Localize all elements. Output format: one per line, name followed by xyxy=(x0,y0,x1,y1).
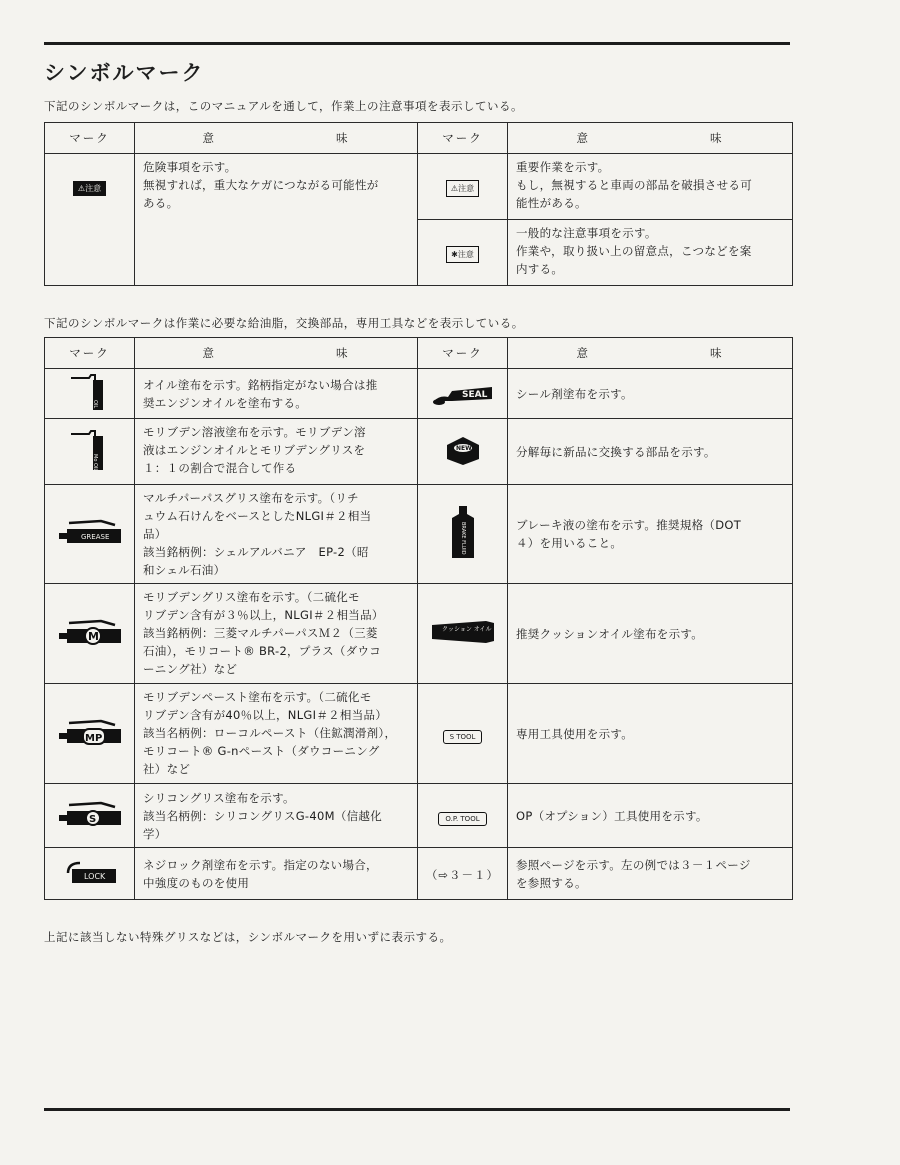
oil-description: オイル塗布を示す。銘柄指定がない場合は推 奨エンジンオイルを塗布する。 xyxy=(135,369,418,419)
moly-grease-description: モリブデングリス塗布を示す。（二硫化モ リブデン含有が３％以上，NLGI＃２相当品） 該当銘柄例：三菱マルチパーパスＭ２（三菱 石油），モリコート® BR-2，プラス（ダウコ ーニング社）など xyxy=(135,584,418,684)
oil-mark-cell xyxy=(45,369,135,419)
svg-text:SEAL: SEAL xyxy=(461,389,487,400)
danger-description: 危険事項を示す。 無視すれば，重大なケガにつながる可能性が ある。 xyxy=(135,154,418,286)
table-row xyxy=(45,784,793,848)
moly-paste-mark-cell xyxy=(45,684,135,784)
svg-text:BRAKE FLUID: BRAKE FLUID xyxy=(459,522,466,555)
table-row xyxy=(45,848,793,900)
page-title: シンボルマーク xyxy=(44,61,205,85)
lock-description: ネジロック剤塗布を示す。指定のない場合， 中強度のものを使用 xyxy=(135,848,418,900)
brake-fluid-mark-cell xyxy=(418,485,508,584)
new-part-mark-cell xyxy=(418,419,508,485)
moly-paste-description: モリブデンペースト塗布を示す。（二硫化モ リブデン含有が40％以上，NLGI＃２相当品） 該当名柄例：ローコルペースト（住鉱潤滑剤）， モリコート® G-nペースト（ダウコーニング 社）など xyxy=(135,684,418,784)
warning-triangle-icon: ⚠ xyxy=(77,184,86,193)
seal-mark-cell xyxy=(418,369,508,419)
grease-gun-icon xyxy=(55,615,125,649)
reference-description: 参照ページを示す。左の例では３－１ページ を参照する。 xyxy=(508,848,793,900)
table-row xyxy=(45,369,793,419)
intro-text-supplies: 下記のシンボルマークは作業に必要な給油脂，交換部品，専用工具などを表示している。 xyxy=(44,316,524,330)
silicone-grease-description: シリコングリス塗布を示す。 該当名柄例：シリコングリスG-40M（信越化 学） xyxy=(135,784,418,848)
grease-description: マルチパーパスグリス塗布を示す。（リチ ュウム石けんをベースとしたNLGI＃２相当 品） 該当銘柄例：シェルアルバニア EP-2（昭 和シェル石油） xyxy=(135,485,418,584)
mark-header: マーク xyxy=(418,123,508,154)
table-row xyxy=(45,684,793,784)
silicone-grease-mark-cell xyxy=(45,784,135,848)
svg-text:GREASE: GREASE xyxy=(80,533,109,541)
intro-text-caution: 下記のシンボルマークは，このマニュアルを通して，作業上の注意事項を表示している。 xyxy=(44,99,524,113)
svg-text:S: S xyxy=(88,813,96,825)
table-row xyxy=(45,154,793,220)
meaning-header: 意 味 xyxy=(508,338,793,369)
table-row xyxy=(45,419,793,485)
meaning-header: 意 味 xyxy=(135,338,418,369)
moly-grease-mark-cell xyxy=(45,584,135,684)
oil-can-icon xyxy=(67,372,113,412)
mark-header: マーク xyxy=(418,338,508,369)
danger-caution-symbol: ⚠注意 xyxy=(73,181,106,196)
seal-tube-icon xyxy=(430,377,496,407)
option-tool-icon: O.P. TOOL xyxy=(438,812,486,826)
option-tool-description: OP（オプション）工具使用を示す。 xyxy=(508,784,793,848)
cushion-oil-mark-cell xyxy=(418,584,508,684)
oil-can-icon xyxy=(67,428,113,472)
special-tool-description: 専用工具使用を示す。 xyxy=(508,684,793,784)
table-header-row xyxy=(45,338,793,369)
cushion-oil-tube-icon xyxy=(428,617,498,647)
special-tool-mark-cell xyxy=(418,684,508,784)
general-description: 一般的な注意事項を示す。 作業や，取り扱い上の留意点，こつなどを案 内する。 xyxy=(508,220,793,286)
bottom-rule xyxy=(44,1108,790,1111)
seal-description: シール剤塗布を示す。 xyxy=(508,369,793,419)
table-header-row xyxy=(45,123,793,154)
grease-gun-icon xyxy=(55,797,125,831)
important-caution-symbol: ⚠注意 xyxy=(446,180,479,197)
top-rule xyxy=(44,42,790,45)
mark-header: マーク xyxy=(45,338,135,369)
svg-text:LOCK: LOCK xyxy=(83,871,105,881)
general-caution-symbol: ✱注意 xyxy=(446,246,479,263)
lock-mark-cell xyxy=(45,848,135,900)
new-part-description: 分解毎に新品に交換する部品を示す。 xyxy=(508,419,793,485)
important-mark-cell xyxy=(418,154,508,220)
svg-text:NEW: NEW xyxy=(455,444,472,452)
mark-header: マーク xyxy=(45,123,135,154)
reference-mark-cell xyxy=(418,848,508,900)
mo-oil-mark-cell xyxy=(45,419,135,485)
table-row xyxy=(45,485,793,584)
new-part-box-icon xyxy=(443,433,483,467)
reference-arrow-icon: （⇨３－１） xyxy=(425,868,500,882)
footer-note: 上記に該当しない特殊グリスなどは，シンボルマークを用いずに表示する。 xyxy=(44,930,452,944)
important-description: 重要作業を示す。 もし，無視すると車両の部品を破損させる可 能性がある。 xyxy=(508,154,793,220)
svg-text:OIL: OIL xyxy=(91,399,98,408)
table-row xyxy=(45,584,793,684)
option-tool-mark-cell xyxy=(418,784,508,848)
cushion-oil-description: 推奨クッションオイル塗布を示す。 xyxy=(508,584,793,684)
caution-symbol-table xyxy=(44,122,793,286)
svg-text:M: M xyxy=(87,629,99,643)
special-tool-icon: S TOOL xyxy=(443,730,483,744)
mo-oil-description: モリブデン溶液塗布を示す。モリブデン溶 液はエンジンオイルとモリブデングリスを １：１の割合で混合して作る xyxy=(135,419,418,485)
svg-text:MP: MP xyxy=(84,732,102,744)
meaning-header: 意 味 xyxy=(135,123,418,154)
general-mark-cell xyxy=(418,220,508,286)
meaning-header: 意 味 xyxy=(508,123,793,154)
grease-gun-icon xyxy=(55,515,125,549)
brake-fluid-description: ブレーキ液の塗布を示す。推奨規格（DOT ４）を用いること。 xyxy=(508,485,793,584)
grease-mark-cell xyxy=(45,485,135,584)
grease-gun-icon xyxy=(55,715,125,749)
svg-text:クッション オイル: クッション オイル xyxy=(441,625,491,633)
brake-fluid-bottle-icon xyxy=(448,504,478,560)
svg-text:Mo OIL: Mo OIL xyxy=(91,453,98,471)
supply-symbol-table xyxy=(44,337,793,900)
warning-triangle-icon: ⚠ xyxy=(450,184,459,193)
asterisk-icon: ✱ xyxy=(451,250,458,259)
lock-agent-icon xyxy=(60,857,120,887)
danger-mark-cell xyxy=(45,154,135,286)
